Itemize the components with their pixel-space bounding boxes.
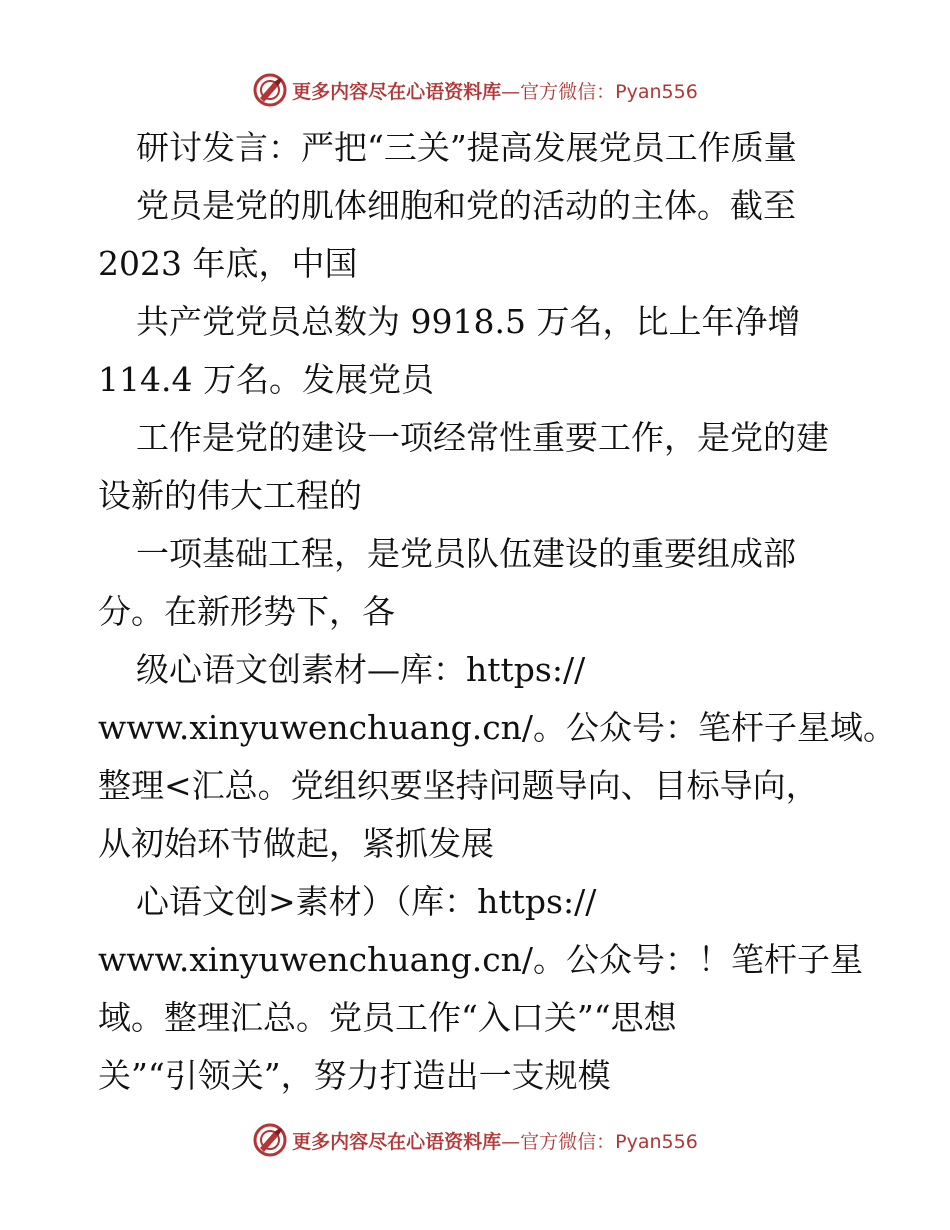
xinyu-logo-icon xyxy=(252,1122,288,1158)
paragraph-line: www.xinyuwenchuang.cn/。公众号：笔杆子星域。 xyxy=(98,708,897,747)
banner-wechat: 官方微信：Pyan556 xyxy=(520,1130,698,1153)
paragraph-line: 一项基础工程，是党员队伍建设的重要组成部 xyxy=(136,534,796,573)
banner-dash: — xyxy=(501,80,521,103)
paragraph-line: 党员是党的肌体细胞和党的活动的主体。截至 xyxy=(136,186,796,225)
paragraph-line: 心语文创>素材）（库：https:// xyxy=(136,882,597,921)
paragraph-line: 114.4 万名。发展党员 xyxy=(98,360,434,399)
paragraph-line: 设新的伟大工程的 xyxy=(98,476,362,515)
banner-wechat: 官方微信：Pyan556 xyxy=(520,80,698,103)
banner-slogan: 更多内容尽在心语资料库 xyxy=(292,80,502,103)
doc-title: 研讨发言：严把“三关”提高发展党员工作质量 xyxy=(136,128,797,167)
paragraph-line: 从初始环节做起，紧抓发展 xyxy=(98,824,494,863)
banner-text xyxy=(292,77,698,104)
paragraph-line: 域。整理汇总。党员工作“入口关”“思想 xyxy=(98,998,677,1037)
banner-slogan: 更多内容尽在心语资料库 xyxy=(292,1130,502,1153)
banner-text xyxy=(292,1127,698,1154)
header-banner xyxy=(0,70,950,110)
paragraph-line: 整理<汇总。党组织要坚持问题导向、目标导向， xyxy=(98,766,819,805)
paragraph-line: 2023 年底，中国 xyxy=(98,244,358,283)
xinyu-logo-icon xyxy=(252,72,288,108)
paragraph-line: 关”“引领关”，努力打造出一支规模 xyxy=(98,1056,611,1095)
paragraph-line: 共产党党员总数为 9918.5 万名，比上年净增 xyxy=(136,302,801,341)
paragraph-line: 工作是党的建设一项经常性重要工作，是党的建 xyxy=(136,418,829,457)
footer-banner xyxy=(0,1120,950,1160)
paragraph-line: 分。在新形势下，各 xyxy=(98,592,395,631)
paragraph-line: 级心语文创素材—库：https:// xyxy=(136,650,586,689)
banner-dash: — xyxy=(501,1130,521,1153)
paragraph-line: www.xinyuwenchuang.cn/。公众号：！笔杆子星 xyxy=(98,940,864,979)
